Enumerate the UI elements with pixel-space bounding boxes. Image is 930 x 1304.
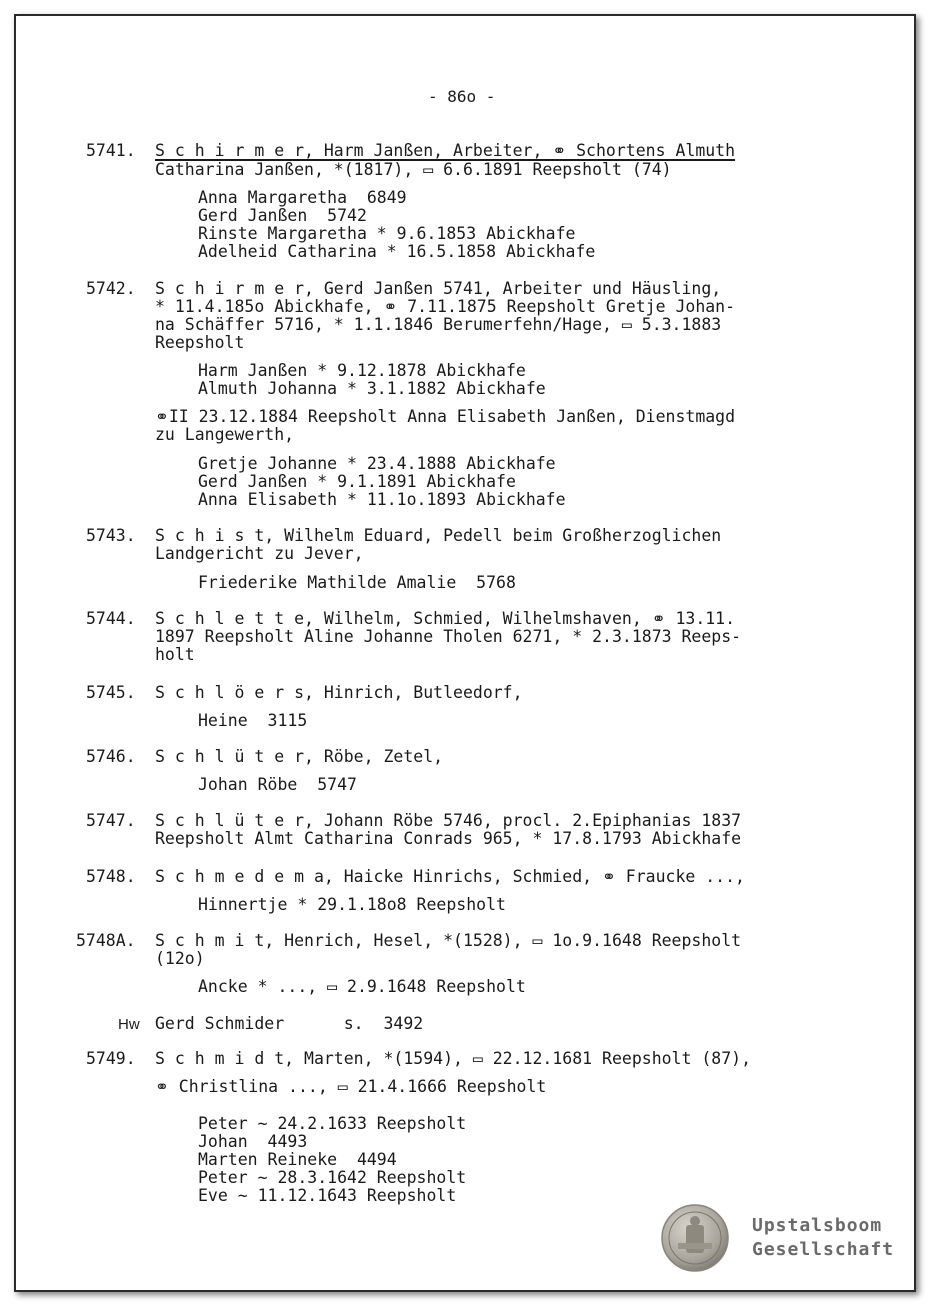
child-line: Heine 3115: [198, 711, 308, 730]
entry-line: S c h i r m e r, Gerd Janßen 5741, Arbeiter und Häusling,: [155, 279, 722, 298]
entry-number: 5748.: [86, 867, 136, 886]
child-line: Anna Margaretha 6849: [198, 188, 407, 207]
entry-line: S c h m i t, Henrich, Hesel, *(1528), ▭ 1o.9.1648 Reepsholt: [155, 931, 742, 950]
entry-line: Reepsholt: [155, 333, 245, 352]
entry-number: 5745.: [86, 683, 136, 702]
child-line: Gerd Janßen 5742: [198, 206, 367, 225]
marriage-line: ⚭II 23.12.1884 Reepsholt Anna Elisabeth Janßen, Dienstmagd: [155, 407, 736, 426]
entry-number: 5744.: [86, 609, 136, 628]
entry-number: 5749.: [86, 1049, 136, 1068]
entry-number: 5747.: [86, 811, 136, 830]
child-line: Almuth Johanna * 3.1.1882 Abickhafe: [198, 379, 546, 398]
entry-line: Gerd Schmider s. 3492: [155, 1014, 424, 1033]
entry-line: S c h l ü t e r, Johann Röbe 5746, procl. 2.Epiphanias 1837: [155, 811, 742, 830]
child-line: Rinste Margaretha * 9.6.1853 Abickhafe: [198, 224, 576, 243]
entry-line: S c h i r m e r, Harm Janßen, Arbeiter, ⚭ Schortens Almuth: [155, 141, 736, 160]
child-line: Ancke * ..., ▭ 2.9.1648 Reepsholt: [198, 977, 526, 996]
entry-line: holt: [155, 645, 195, 664]
entry-number: 5746.: [86, 747, 136, 766]
entry-line: na Schäffer 5716, * 1.1.1846 Berumerfehn/Hage, ▭ 5.3.1883: [155, 315, 722, 334]
child-line: Harm Janßen * 9.12.1878 Abickhafe: [198, 361, 526, 380]
entry-line: S c h i s t, Wilhelm Eduard, Pedell beim Großherzoglichen: [155, 526, 722, 545]
entry-line: Catharina Janßen, *(1817), ▭ 6.6.1891 Reepsholt (74): [155, 160, 672, 179]
child-line: Gretje Johanne * 23.4.1888 Abickhafe: [198, 454, 556, 473]
child-line: Adelheid Catharina * 16.5.1858 Abickhafe: [198, 242, 596, 261]
entry-line: ⚭ Christlina ..., ▭ 21.4.1666 Reepsholt: [155, 1077, 547, 1096]
child-line: Johan Röbe 5747: [198, 775, 357, 794]
child-line: Gerd Janßen * 9.1.1891 Abickhafe: [198, 472, 516, 491]
seal-logo-icon: [660, 1203, 730, 1273]
logo-text-line2: Gesellschaft: [752, 1239, 895, 1260]
entry-line: S c h m i d t, Marten, *(1594), ▭ 22.12.1681 Reepsholt (87),: [155, 1049, 752, 1068]
entry-line: S c h m e d e m a, Haicke Hinrichs, Schmied, ⚭ Fraucke ...,: [155, 867, 745, 886]
page-number: - 86o -: [428, 87, 496, 106]
child-line: Johan 4493: [198, 1132, 308, 1151]
entry-line: S c h l e t t e, Wilhelm, Schmied, Wilhelmshaven, ⚭ 13.11.: [155, 609, 736, 628]
entry-line: * 11.4.185o Abickhafe, ⚭ 7.11.1875 Reepsholt Gretje Johan-: [155, 297, 736, 316]
entry-line: S c h l ü t e r, Röbe, Zetel,: [155, 747, 444, 766]
entry-line: (12o): [155, 949, 205, 968]
marriage-line: zu Langewerth,: [155, 425, 295, 444]
entry-number: 5742.: [86, 279, 136, 298]
child-line: Peter ~ 28.3.1642 Reepsholt: [198, 1168, 467, 1187]
entry-number: 5743.: [86, 526, 136, 545]
entry-line: Landgericht zu Jever,: [155, 544, 364, 563]
child-line: Hinnertje * 29.1.18o8 Reepsholt: [198, 895, 506, 914]
logo-text-line1: Upstalsboom: [752, 1215, 883, 1236]
child-line: Marten Reineke 4494: [198, 1150, 397, 1169]
entry-number: Hw: [118, 1016, 140, 1033]
child-line: Friederike Mathilde Amalie 5768: [198, 573, 516, 592]
entry-line: S c h l ö e r s, Hinrich, Butleedorf,: [155, 683, 523, 702]
child-line: Anna Elisabeth * 11.1o.1893 Abickhafe: [198, 490, 566, 509]
child-line: Eve ~ 11.12.1643 Reepsholt: [198, 1186, 457, 1205]
entry-line: 1897 Reepsholt Aline Johanne Tholen 6271, * 2.3.1873 Reeps-: [155, 627, 742, 646]
entry-line: Reepsholt Almt Catharina Conrads 965, * 17.8.1793 Abickhafe: [155, 829, 742, 848]
entry-number: 5748A.: [76, 931, 136, 950]
child-line: Peter ~ 24.2.1633 Reepsholt: [198, 1114, 467, 1133]
entry-number: 5741.: [86, 141, 136, 160]
